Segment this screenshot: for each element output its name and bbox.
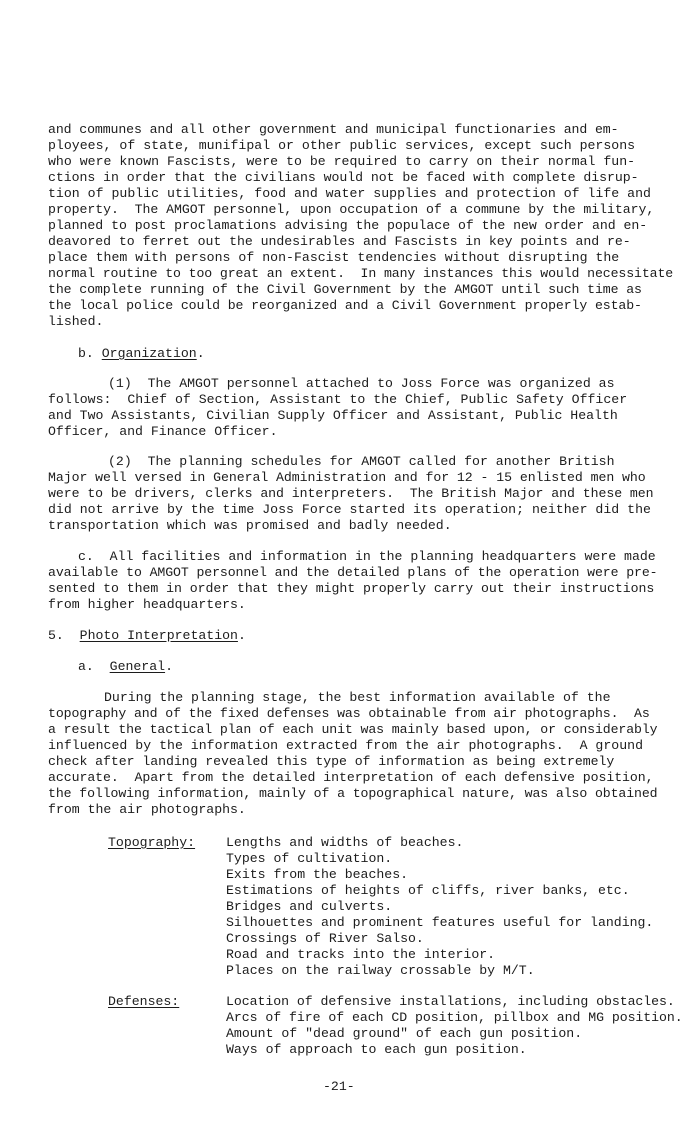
- section-heading-5: 5. Photo Interpretation.: [48, 628, 246, 643]
- list-item: Types of cultivation.: [226, 851, 393, 866]
- text-line: follows: Chief of Section, Assistant to the Chief, Public Safety Officer: [48, 392, 628, 407]
- text-line: and communes and all other government and municipal functionaries and em-: [48, 122, 619, 137]
- list-item: Crossings of River Salso.: [226, 931, 424, 946]
- text-line: tion of public utilities, food and water supplies and protection of life and: [48, 186, 651, 201]
- text-line: ployees, of state, munifipal or other public services, except such persons: [48, 138, 636, 153]
- list-item: Road and tracks into the interior.: [226, 947, 496, 962]
- text-line: from the air photographs.: [48, 802, 246, 817]
- text-line: who were known Fascists, were to be required to carry on their normal fun-: [48, 154, 636, 169]
- text-line: the complete running of the Civil Government by the AMGOT until such time as: [48, 282, 642, 297]
- text-line: place them with persons of non-Fascist tendencies without disrupting the: [48, 250, 620, 265]
- heading-underlined: General: [109, 659, 166, 674]
- text-line: (1) The AMGOT personnel attached to Joss Force was organized as: [108, 376, 615, 391]
- text-line: the following information, mainly of a topographical nature, was also obtained: [48, 786, 658, 801]
- topography-label: Topography:: [108, 835, 196, 850]
- text-line: did not arrive by the time Joss Force started its operation; neither did the: [48, 502, 651, 517]
- heading-underlined: Organization: [101, 346, 197, 361]
- list-item: Estimations of heights of cliffs, river banks, etc.: [226, 883, 630, 898]
- text-line: During the planning stage, the best information available of the: [104, 690, 611, 705]
- text-line: accurate. Apart from the detailed interpretation of each defensive position,: [48, 770, 654, 785]
- text-line: ctions in order that the civilians would not be faced with complete disrup-: [48, 170, 639, 185]
- text-line: available to AMGOT personnel and the detailed plans of the operation were pre-: [48, 565, 658, 580]
- text-line: Major well versed in General Administration and for 12 - 15 enlisted men who: [48, 470, 646, 485]
- text-line: property. The AMGOT personnel, upon occupation of a commune by the military,: [48, 202, 655, 217]
- text-line: deavored to ferret out the undesirables and Fascists in key points and re-: [48, 234, 631, 249]
- text-line: planned to post proclamations advising the populace of the new order and en-: [48, 218, 648, 233]
- text-line: and Two Assistants, Civilian Supply Officer and Assistant, Public Health: [48, 408, 618, 423]
- text-line: check after landing revealed this type of information as being extremely: [48, 754, 615, 769]
- list-item: Lengths and widths of beaches.: [226, 835, 464, 850]
- text-line: c. All facilities and information in the planning headquarters were made: [78, 549, 656, 564]
- page-number: -21-: [323, 1079, 355, 1094]
- text-line: lished.: [48, 314, 104, 329]
- list-item: Location of defensive installations, including obstacles.: [226, 994, 675, 1009]
- text-line: were to be drivers, clerks and interpreters. The British Major and these men: [48, 486, 654, 501]
- list-item: Amount of "dead ground" of each gun position.: [226, 1026, 583, 1041]
- text-line: transportation which was promised and badly needed.: [48, 518, 452, 533]
- section-heading-5a: a. General.: [78, 659, 173, 674]
- list-item: Ways of approach to each gun position.: [226, 1042, 527, 1057]
- text-line: Officer, and Finance Officer.: [48, 424, 278, 439]
- text-line: a result the tactical plan of each unit was mainly based upon, or considerably: [48, 722, 658, 737]
- text-line: influenced by the information extracted from the air photographs. A ground: [48, 738, 644, 753]
- list-item: Silhouettes and prominent features useful for landing.: [226, 915, 654, 930]
- text-line: topography and of the fixed defenses was obtainable from air photographs. As: [48, 706, 650, 721]
- defenses-label: Defenses:: [108, 994, 180, 1009]
- text-line: (2) The planning schedules for AMGOT called for another British: [108, 454, 615, 469]
- list-item: Bridges and culverts.: [226, 899, 393, 914]
- list-item: Arcs of fire of each CD position, pillbox and MG position.: [226, 1010, 683, 1025]
- list-item: Places on the railway crossable by M/T.: [226, 963, 535, 978]
- heading-underlined: Photo Interpretation: [79, 628, 238, 643]
- text-line: the local police could be reorganized and a Civil Government properly estab-: [48, 298, 642, 313]
- text-line: sented to them in order that they might properly carry out their instructions: [48, 581, 655, 596]
- list-item: Exits from the beaches.: [226, 867, 409, 882]
- text-line: normal routine to too great an extent. In many instances this would necessitate: [48, 266, 674, 281]
- text-line: from higher headquarters.: [48, 597, 246, 612]
- section-heading-b: b. Organization.: [78, 346, 205, 361]
